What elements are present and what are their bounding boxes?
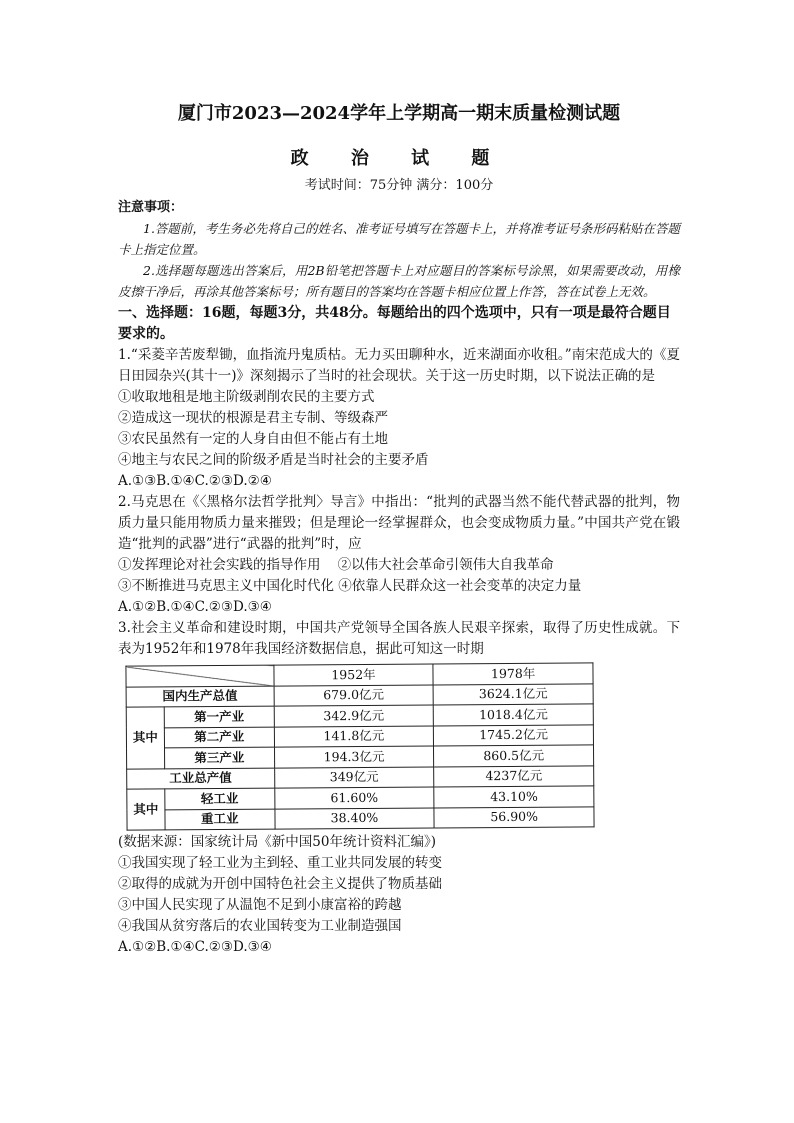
col-header-1978: 1978年 — [433, 663, 593, 685]
row-label-secondary: 第二产业 — [164, 727, 274, 748]
cell-primary-1952: 342.9亿元 — [274, 705, 434, 727]
subject-title: 政 治 试 题 — [290, 148, 508, 169]
cell-heavy-1952: 38.40% — [275, 807, 435, 829]
row-label-tertiary: 第三产业 — [164, 747, 274, 768]
group-label-qizhong: 其中 — [126, 707, 164, 769]
row-label-primary: 第一产业 — [164, 706, 274, 727]
question-2-options-row-1: ①发挥理论对社会实践的指导作用 ②以伟大社会革命引领伟大自我革命 — [118, 557, 554, 573]
question-2-answers: A.①②B.①④C.②③D.③④ — [118, 599, 272, 615]
cell-secondary-1978: 1745.2亿元 — [434, 724, 594, 746]
row-label-gdp: 国内生产总值 — [126, 686, 274, 708]
cell-tertiary-1978: 860.5亿元 — [434, 745, 594, 767]
cell-secondary-1952: 141.8亿元 — [274, 725, 434, 747]
group-label-qizhong-2: 其中 — [127, 789, 165, 830]
question-1-answers: A.①③B.①④C.②③D.②④ — [118, 473, 272, 489]
table-row — [127, 806, 594, 830]
cell-heavy-1978: 56.90% — [434, 806, 594, 828]
question-1-stem: 1.“采菱辛苦废犁锄，血指流丹鬼质枯。无力买田聊种水，近来湖面亦收租。”南宋范成大的《夏日田园杂兴(其十一)》深刻揭示了当时的社会现状。关于这一历史时期，以下说法正确的是 — [118, 347, 680, 384]
cell-primary-1978: 1018.4亿元 — [434, 704, 594, 726]
question-3-option-2: ②取得的成就为开创中国特色社会主义提供了物质基础 — [118, 876, 442, 892]
row-label-light: 轻工业 — [165, 788, 275, 809]
exam-title: 厦门市2023—2024学年上学期高一期末质量检测试题 — [177, 103, 621, 124]
cell-gdp-1952: 679.0亿元 — [274, 684, 434, 706]
col-header-1952: 1952年 — [274, 664, 434, 686]
header-diagonal-cell — [126, 665, 274, 687]
question-2-options-row-2: ③不断推进马克思主义中国化时代化 ④依靠人民群众这一社会变革的决定力量 — [118, 578, 582, 594]
cell-industry-1952: 349亿元 — [274, 766, 434, 788]
notes-heading: 注意事项： — [118, 200, 184, 215]
section-heading: 一、选择题：16题，每题3分，共48分。每题给出的四个选项中，只有一项是最符合题目要求的。 — [118, 305, 671, 342]
question-3-option-1: ①我国实现了轻工业为主到轻、重工业共同发展的转变 — [118, 855, 442, 871]
question-3-option-4: ④我国从贫穷落后的农业国转变为工业制造强国 — [118, 918, 402, 934]
row-label-industry: 工业总产值 — [127, 768, 275, 790]
exam-info: 考试时间：75分钟 满分：100分 — [304, 178, 494, 193]
question-3-stem: 3.社会主义革命和建设时期，中国共产党领导全国各族人民艰辛探索，取得了历史性成就。下表为1952年和1978年我国经济数据信息，据此可知这一时期 — [118, 620, 680, 657]
question-2-stem: 2.马克思在《〈黑格尔法哲学批判〉导言》中指出：“批判的武器当然不能代替武器的批判，物质力量只能用物质力量来摧毁；但是理论一经掌握群众，也会变成物质力量。”中国共产党在锻造“批判的武器”进行“武器的批判”时，应 — [118, 494, 680, 552]
cell-industry-1978: 4237亿元 — [434, 765, 594, 787]
question-3-option-3: ③中国人民实现了从温饱不足到小康富裕的跨越 — [118, 897, 402, 913]
cell-tertiary-1952: 194.3亿元 — [274, 746, 434, 768]
cell-light-1978: 43.10% — [434, 786, 594, 808]
cell-gdp-1978: 3624.1亿元 — [433, 683, 593, 705]
cell-light-1952: 61.60% — [274, 787, 434, 809]
row-label-heavy: 重工业 — [165, 809, 275, 830]
exam-page — [118, 100, 680, 958]
note-item-1: 1.答题前，考生务必先将自己的姓名、准考证号填写在答题卡上，并将准考证号条形码粘贴在答题卡上指定位置。 — [118, 221, 680, 257]
question-3-answers: A.①②B.①④C.②③D.③④ — [118, 939, 272, 955]
table-source: (数据来源：国家统计局《新中国50年统计资料汇编》) — [118, 834, 436, 850]
note-item-2: 2.选择题每题选出答案后，用2B铅笔把答题卡上对应题目的答案标号涂黑，如果需要改动，用橡皮擦干净后，再涂其他答案标号；所有题目的答案均在答题卡相应位置上作答，答在试卷上无效。 — [118, 263, 680, 299]
question-1-option-4: ④地主与农民之间的阶级矛盾是当时社会的主要矛盾 — [118, 452, 429, 468]
question-1-option-2: ②造成这一现状的根源是君主专制、等级森严 — [118, 410, 388, 426]
question-1-option-1: ①收取地租是地主阶级剥削农民的主要方式 — [118, 389, 375, 405]
economic-data-table — [125, 662, 594, 830]
question-1-option-3: ③农民虽然有一定的人身自由但不能占有土地 — [118, 431, 388, 447]
